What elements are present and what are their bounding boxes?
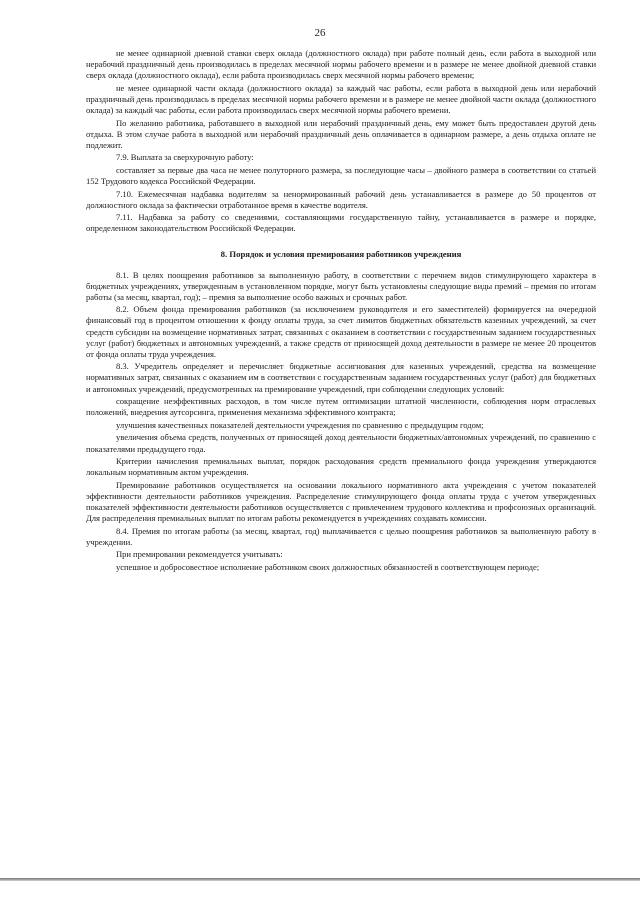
paragraph: не менее одинарной дневной ставки сверх оклада (должностного оклада) при работе полный день, если работа в выходной или нерабочий праздничный день производилась в пределах месячной нормы рабочего времени и в размере не менее двойной дневной ставки сверх оклада (должностного оклада), если работа производилась сверх месячной нормы рабочего времени; (86, 48, 596, 81)
paragraph: 8.3. Учредитель определяет и перечисляет бюджетные ассигнования для казенных учреждений, средства на возмещение нормативных затрат, связанных с оказанием им в соответствии с государственным заданием государственных услуг (работ) для бюджетных и автономных учреждений, предусмотренных на премирование учреждений, при соблюдении следующих условий: (86, 361, 596, 394)
paragraph: Критерии начисления премиальных выплат, порядок расходования средств премиального фонда учреждения утверждаются локальным нормативным актом учреждения. (86, 456, 596, 478)
paragraph: увеличения объема средств, полученных от приносящей доход деятельности бюджетных/автономных учреждений, по сравнению с показателями предыдущего года. (86, 432, 596, 454)
page-number: 26 (314, 27, 326, 39)
paragraph: 7.10. Ежемесячная надбавка водителям за ненормированный рабочий день устанавливается в размере до 50 процентов от должностного оклада за фактически отработанное время в качестве водителя. (86, 188, 596, 210)
paragraph: 8.1. В целях поощрения работников за выполненную работу, в соответствии с перечнем видов стимулирующего характера в бюджетных учреждениях, утвержденным в установленном порядке, могут быть установлены следующие виды премий – премия по итогам работы (за месяц, квартал, год); – премия за выполнение особо важных и срочных работ. (86, 269, 596, 302)
paragraph: По желанию работника, работавшего в выходной или нерабочий праздничный день, ему может быть предоставлен другой день отдыха. В этом случае работа в выходной или нерабочий праздничный день оплачивается в одинарном размере, а день отдыха оплате не подлежит. (86, 117, 596, 150)
paragraph: сокращение неэффективных расходов, в том числе путем оптимизации штатной численности, соблюдения норм отраслевых положений, внедрения аутсорсинга, применения механизма эффективного контракта; (86, 396, 596, 418)
paragraph: 8.2. Объем фонда премирования работников (за исключением руководителя и его заместителей) формируется на очередной финансовый год в процентом отношении к фонду оплаты труда, за счет лимитов бюджетных обязательств казенных учреждений, за счет средств субсидии на возмещение нормативных затрат, связанных с оказанием в соответствии с государственным заданием государственных услуг (работ) бюджетных и автономных учреждений, а также средств от приносящей доход деятельности в размере не менее 20 процентов от фонда оплаты труда учреждения. (86, 304, 596, 359)
document-body (86, 48, 596, 575)
paragraph: При премировании рекомендуется учитывать: (116, 549, 283, 560)
paragraph: Премирование работников осуществляется на основании локального нормативного акта учреждения с учетом показателей эффективности деятельности работников учреждения. Распределение стимулирующего фонда оплаты труда с учетом утвержденных показателей эффективности деятельности работников осуществляется с привлечением трудового коллектива и профсоюзных организаций. Для распределения премиальных выплат по итогам работы рекомендуется в учреждениях создавать комиссии. (86, 479, 596, 524)
paragraph: успешное и добросовестное исполнение работником своих должностных обязанностей в соответствующем периоде; (116, 561, 540, 572)
paragraph: 7.11. Надбавка за работу со сведениями, составляющими государственную тайну, устанавливается в размере и порядке, определенном законодательством Российской Федерации. (86, 212, 596, 234)
paragraph: не менее одинарной части оклада (должностного оклада) за каждый час работы, если работа в выходной день или нерабочий праздничный день производилась в пределах месячной нормы рабочего времени и в размере не менее двойной части оклада (должностного оклада) за каждый час работы, если работа производилась сверх месячной нормы рабочего времени. (86, 82, 596, 115)
paragraph: 8.4. Премия по итогам работы (за месяц, квартал, год) выплачивается с целью поощрения работников за выполненную работу в учреждении. (86, 525, 596, 547)
paragraph: составляет за первые два часа не менее полуторного размера, за последующие часы – двойного размера в соответствии со статьей 152 Трудового кодекса Российской Федерации. (86, 164, 596, 187)
section-heading: 8. Порядок и условия премирования работников учреждения (220, 248, 462, 259)
paragraph: 7.9. Выплата за сверхурочную работу: (116, 152, 254, 163)
paragraph: улучшения качественных показателей деятельности учреждения по сравнению с предыдущим годом; (116, 419, 484, 430)
scan-edge-line (0, 878, 640, 881)
